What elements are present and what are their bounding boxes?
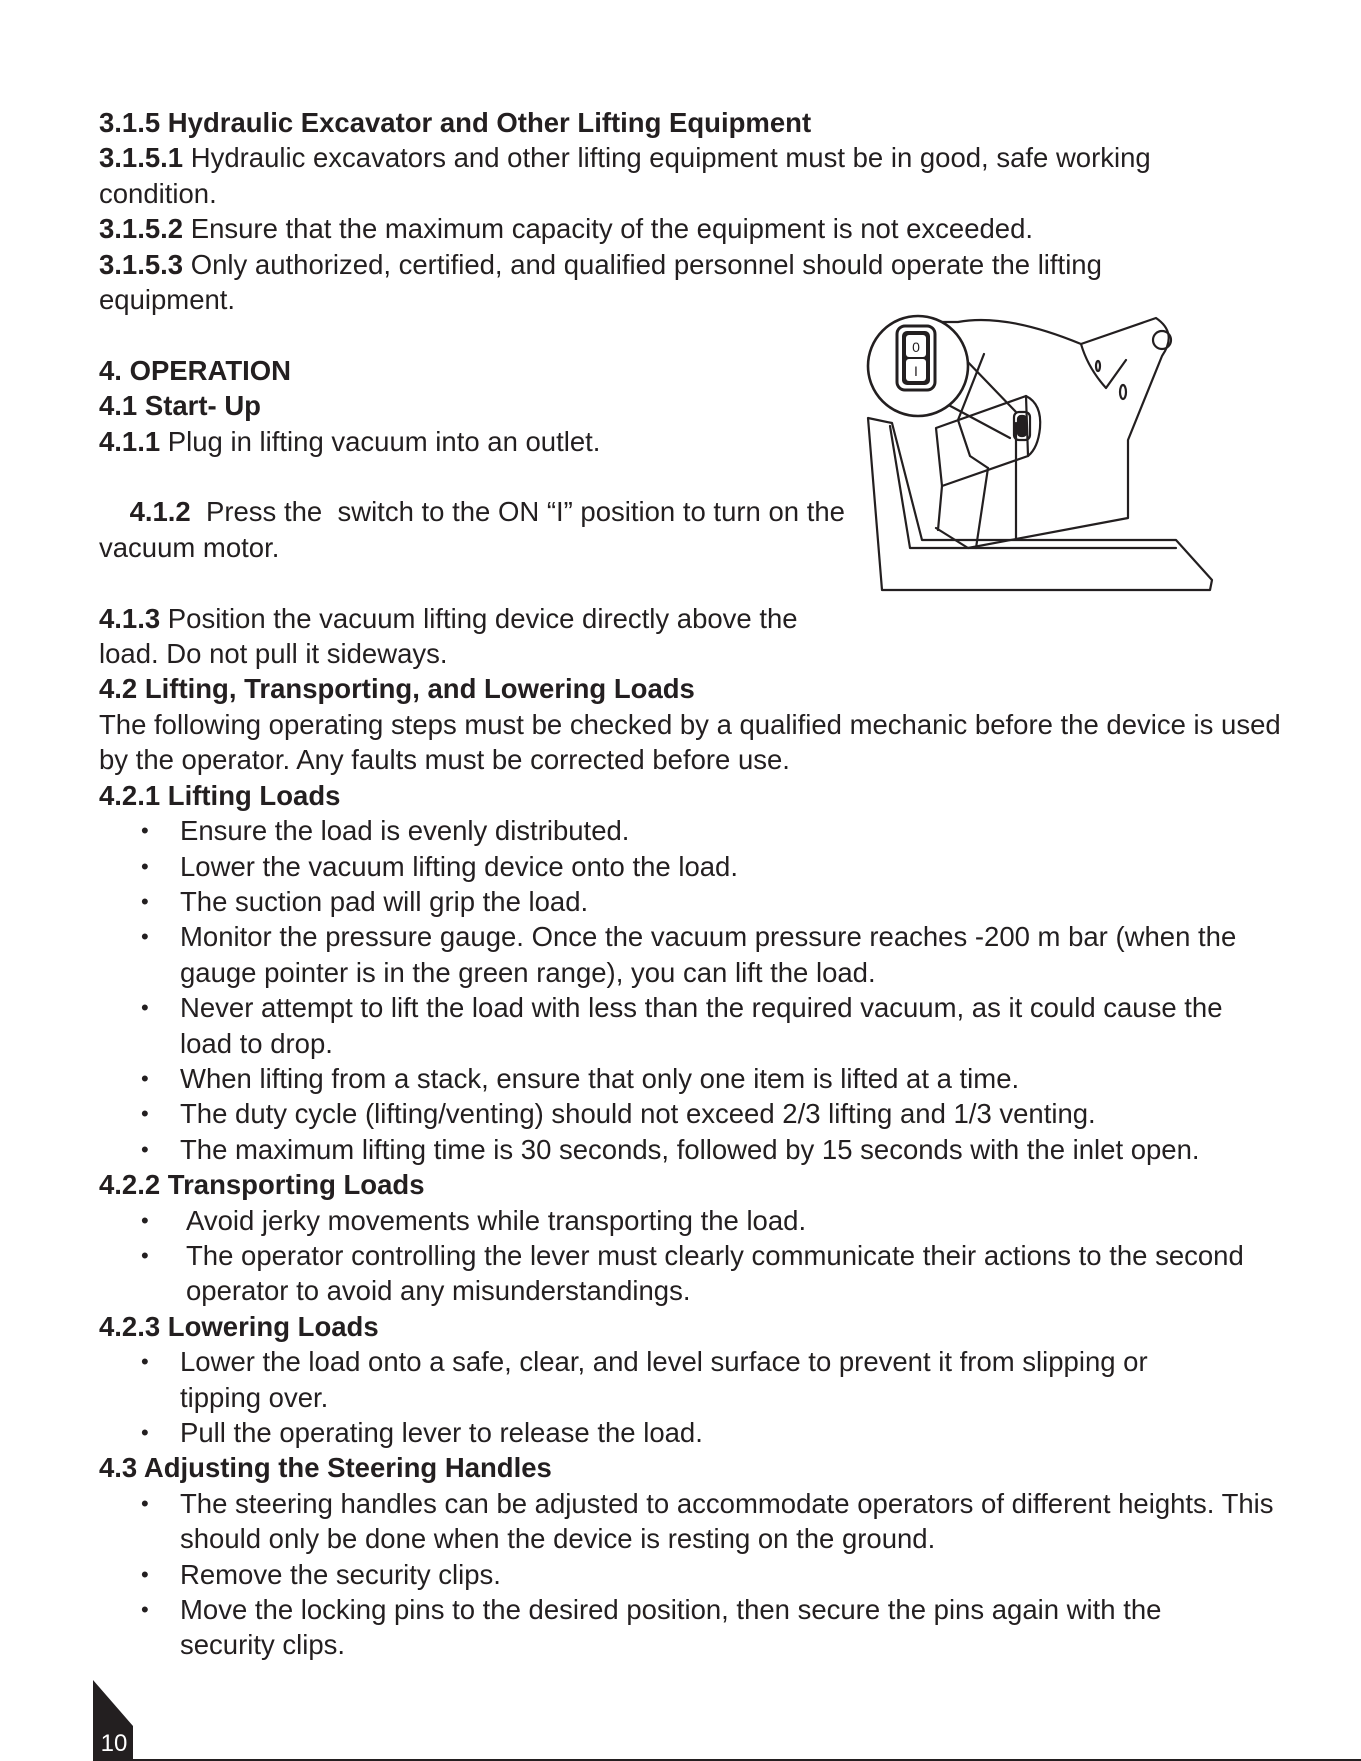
item-number: 4.1.1: [99, 425, 161, 457]
section-heading-3-1-5: 3.1.5 Hydraulic Excavator and Other Lifting Equipment: [99, 107, 812, 138]
list-item: • When lifting from a stack, ensure that only one item is lifted at a time.: [99, 1061, 1289, 1096]
list-item: • Pull the operating lever to release the load.: [99, 1415, 1229, 1450]
list-item: • The maximum lifting time is 30 seconds, followed by 15 seconds with the inlet open.: [99, 1132, 1289, 1167]
section-heading-4-2-3: 4.2.3 Lowering Loads: [99, 1310, 379, 1342]
list-item: • Ensure the load is evenly distributed.: [99, 813, 1289, 848]
item-number: 3.1.5.1: [99, 142, 184, 174]
item-number: 3.1.5.3: [99, 248, 184, 280]
item-text: Plug in lifting vacuum into an outlet.: [160, 425, 601, 457]
item-text: Ensure that the maximum capacity of the equipment is not exceeded.: [183, 213, 1034, 245]
steering-handles-list: [99, 1486, 1289, 1663]
item-text: Hydraulic excavators and other lifting equipment must be in good, safe working condition.: [99, 142, 1151, 209]
section-heading-4-1: 4.1 Start- Up: [99, 390, 261, 422]
paragraph-3-1-5-2: [99, 211, 1289, 246]
item-number: 4.1.2: [129, 496, 191, 528]
section-heading-4-2-2: 4.2.2 Transporting Loads: [99, 1169, 425, 1201]
section-heading-4-2: 4.2 Lifting, Transporting, and Lowering Loads: [99, 673, 695, 705]
item-number: 4.1.3: [99, 602, 161, 634]
switch-label-on: I: [914, 363, 918, 379]
list-item: • Never attempt to lift the load with less than the required vacuum, as it could cause the load to drop.: [99, 990, 1230, 1061]
item-text: Position the vacuum lifting device directly above the load. Do not pull it sideways.: [99, 602, 798, 670]
item-number: 3.1.5.2: [99, 213, 184, 245]
list-item: • Monitor the pressure gauge. Once the vacuum pressure reaches -200 m bar (when the gauge pointer is in the green range), you can lift the load.: [99, 919, 1289, 990]
list-item: • The steering handles can be adjusted to accommodate operators of different heights. This should only be done when the device is resting on the ground.: [99, 1486, 1289, 1557]
list-item: • Lower the vacuum lifting device onto the load.: [99, 849, 1289, 884]
list-item: • Lower the load onto a safe, clear, and level surface to prevent it from slipping or tipping over.: [99, 1344, 1229, 1415]
item-text: Only authorized, certified, and qualified personnel should operate the lifting equipment.: [99, 248, 1102, 316]
power-switch-diagram-icon: [866, 308, 1226, 598]
switch-label-off: 0: [912, 339, 920, 355]
page-number: 10: [100, 1730, 128, 1757]
lowering-loads-list: [99, 1344, 1229, 1450]
lifting-loads-list: [99, 813, 1289, 1167]
list-item: • Move the locking pins to the desired position, then secure the pins again with the security clips.: [99, 1592, 1240, 1663]
section-heading-4-3: 4.3 Adjusting the Steering Handles: [99, 1452, 552, 1484]
paragraph-3-1-5-3: [99, 247, 1199, 318]
transporting-loads-list: [99, 1203, 1249, 1309]
list-item: • Avoid jerky movements while transporting the load.: [99, 1203, 1249, 1238]
section-heading-4-2-1: 4.2.1 Lifting Loads: [99, 779, 341, 811]
list-item: • The operator controlling the lever must clearly communicate their actions to the second operator to avoid any misunderstandings.: [99, 1238, 1249, 1309]
section-heading-4: 4. OPERATION: [99, 354, 292, 386]
paragraph-3-1-5-1: [99, 140, 1239, 211]
list-item: • Remove the security clips.: [99, 1557, 1289, 1592]
paragraph-4-2-intro: The following operating steps must be checked by a qualified mechanic before the device is used by the operator. Any faults must be corrected before use.: [99, 708, 1281, 776]
list-item: • The duty cycle (lifting/venting) should not exceed 2/3 lifting and 1/3 venting.: [99, 1096, 1289, 1131]
paragraph-4-1-3: [99, 601, 809, 672]
list-item: • The suction pad will grip the load.: [99, 884, 1289, 919]
item-text: Press the switch to the ON “I” position to turn on the vacuum motor.: [99, 496, 853, 563]
paragraph-4-1-2: [99, 459, 867, 601]
